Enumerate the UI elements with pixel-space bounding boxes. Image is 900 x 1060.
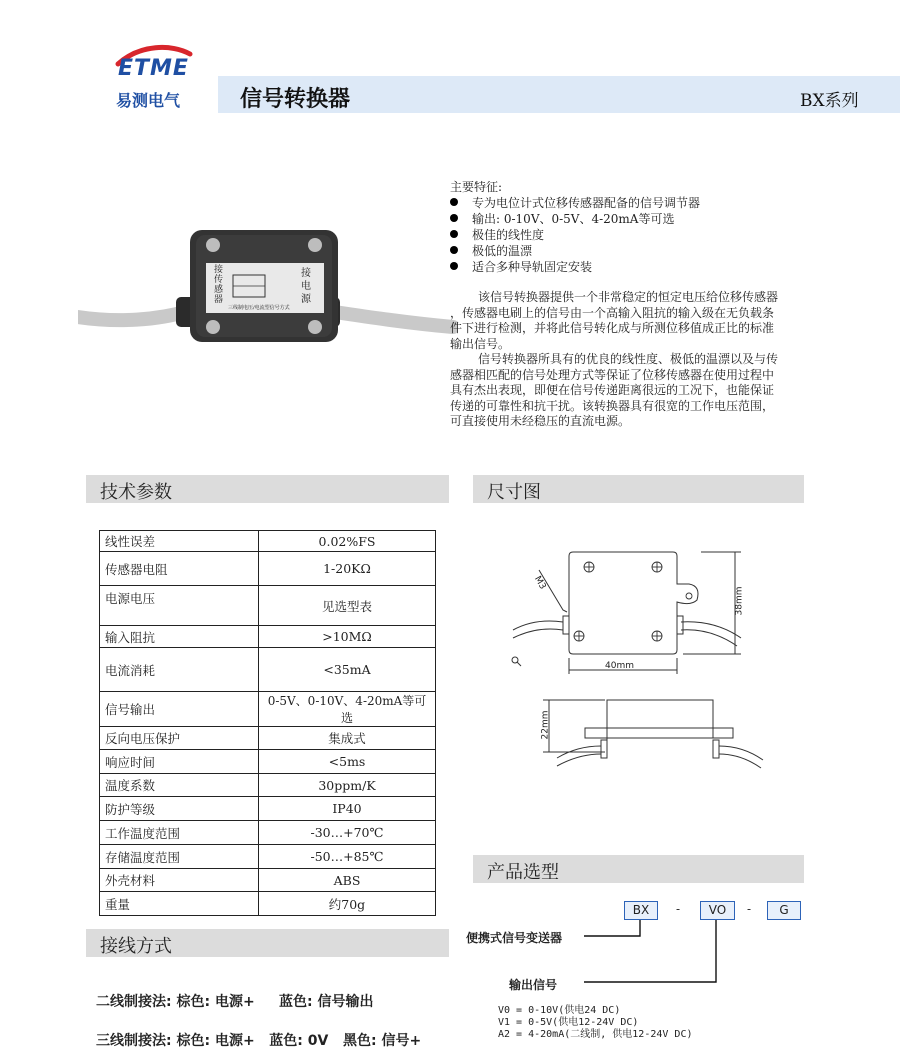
selection-leader-lines: [580, 918, 840, 1008]
selection-label-output: 输出信号: [509, 978, 558, 992]
section-bar-wiring: [86, 929, 449, 957]
logo: [110, 42, 200, 112]
bullet-icon: [450, 214, 458, 222]
section-bar-dimensions: [473, 475, 804, 503]
table-row: 存储温度范围 -50…+85℃: [100, 845, 436, 869]
dimension-drawing: [505, 540, 765, 780]
spec-table: [99, 530, 436, 916]
table-row: 电源电压 见选型表: [100, 586, 436, 626]
selection-option: V0 = 0-10V(供电24 DC): [498, 1005, 621, 1016]
dimension-label-width: 40mm: [605, 661, 634, 671]
series-label: BX系列: [800, 91, 859, 111]
feature-item: 专为电位计式位移传感器配备的信号调节器: [450, 194, 700, 211]
device-label-right: 接 电 源: [301, 268, 311, 305]
feature-item: 输出: 0-10V、0-5V、4-20mA等可选: [450, 210, 674, 227]
table-row: 输入阻抗 >10MΩ: [100, 626, 436, 648]
section-title-wiring: 接线方式: [100, 936, 172, 957]
device-photo: [78, 225, 458, 365]
features-title: 主要特征:: [450, 180, 503, 194]
device-label-left: 接 传 感 器: [214, 265, 224, 305]
code-box-g: G: [767, 901, 801, 920]
bullet-icon: [450, 246, 458, 254]
code-dash: -: [676, 902, 681, 916]
device-label-bottom: 三线制电压/电流型信号方式: [228, 305, 290, 311]
logo-bottom-text: 易测电气: [116, 91, 181, 110]
page-title: 信号转换器: [240, 87, 351, 112]
section-title-selection: 产品选型: [487, 862, 559, 883]
wiring-two-wire: 二线制接法: 棕色: 电源+ 蓝色: 信号输出: [96, 994, 374, 1010]
table-row: 信号输出 0-5V、0-10V、4-20mA等可选: [100, 692, 436, 727]
section-bar-specs: [86, 475, 449, 503]
section-title-specs: 技术参数: [100, 482, 172, 503]
table-row: 反向电压保护 集成式: [100, 727, 436, 750]
selection-option: A2 = 4-20mA(二线制, 供电12-24V DC): [498, 1029, 693, 1040]
section-title-dimensions: 尺寸图: [487, 482, 541, 503]
table-row: 响应时间 <5ms: [100, 750, 436, 774]
selection-label-product: 便携式信号变送器: [466, 931, 563, 945]
feature-item: 极佳的线性度: [450, 226, 544, 243]
bullet-icon: [450, 198, 458, 206]
table-row: 工作温度范围 -30…+70℃: [100, 821, 436, 845]
table-row: 传感器电阻 1-20KΩ: [100, 552, 436, 586]
dimension-label-depth: 22mm: [540, 710, 551, 740]
wiring-three-wire: 三线制接法: 棕色: 电源+ 蓝色: 0V 黑色: 信号+: [96, 1033, 422, 1049]
table-row: 线性误差 0.02%FS: [100, 531, 436, 552]
feature-item: 极低的温漂: [450, 242, 532, 259]
dimension-label-height: 38mm: [734, 586, 745, 616]
table-row: 外壳材料 ABS: [100, 869, 436, 892]
logo-top-text: ETME: [118, 56, 189, 81]
dimension-label-hole: M3: [532, 574, 548, 592]
table-row: 温度系数 30ppm/K: [100, 774, 436, 797]
description: 该信号转换器提供一个非常稳定的恒定电压给位移传感器 ，传感器电刷上的信号由一个高输入阻抗的输入级在无负载条 件下进行检测，并将此信号转化成与所测位移值成正比的标准 输出信号。 信号转换器所具有的优良的线性度、极低的温漂以及与传 感器相匹配的信号处理方式等保证了位移传感器在使用过程中 具有杰出表现，即便在信号传递距离很远的工况下，也能保证 传递的可靠性和抗干扰。该转换器具有很宽的工作电压范围， 可直接使用未经稳压的直流电源。: [450, 290, 779, 428]
table-row: 重量 约70g: [100, 892, 436, 916]
bullet-icon: [450, 262, 458, 270]
feature-item: 适合多种导轨固定安装: [450, 258, 592, 275]
selection-option: V1 = 0-5V(供电12-24V DC): [498, 1017, 639, 1028]
table-row: 电流消耗 <35mA: [100, 648, 436, 692]
code-box-vo: VO: [700, 901, 735, 920]
table-row: 防护等级 IP40: [100, 797, 436, 821]
bullet-icon: [450, 230, 458, 238]
code-dash: -: [747, 902, 752, 916]
code-box-bx: BX: [624, 901, 658, 920]
section-bar-selection: [473, 855, 804, 883]
